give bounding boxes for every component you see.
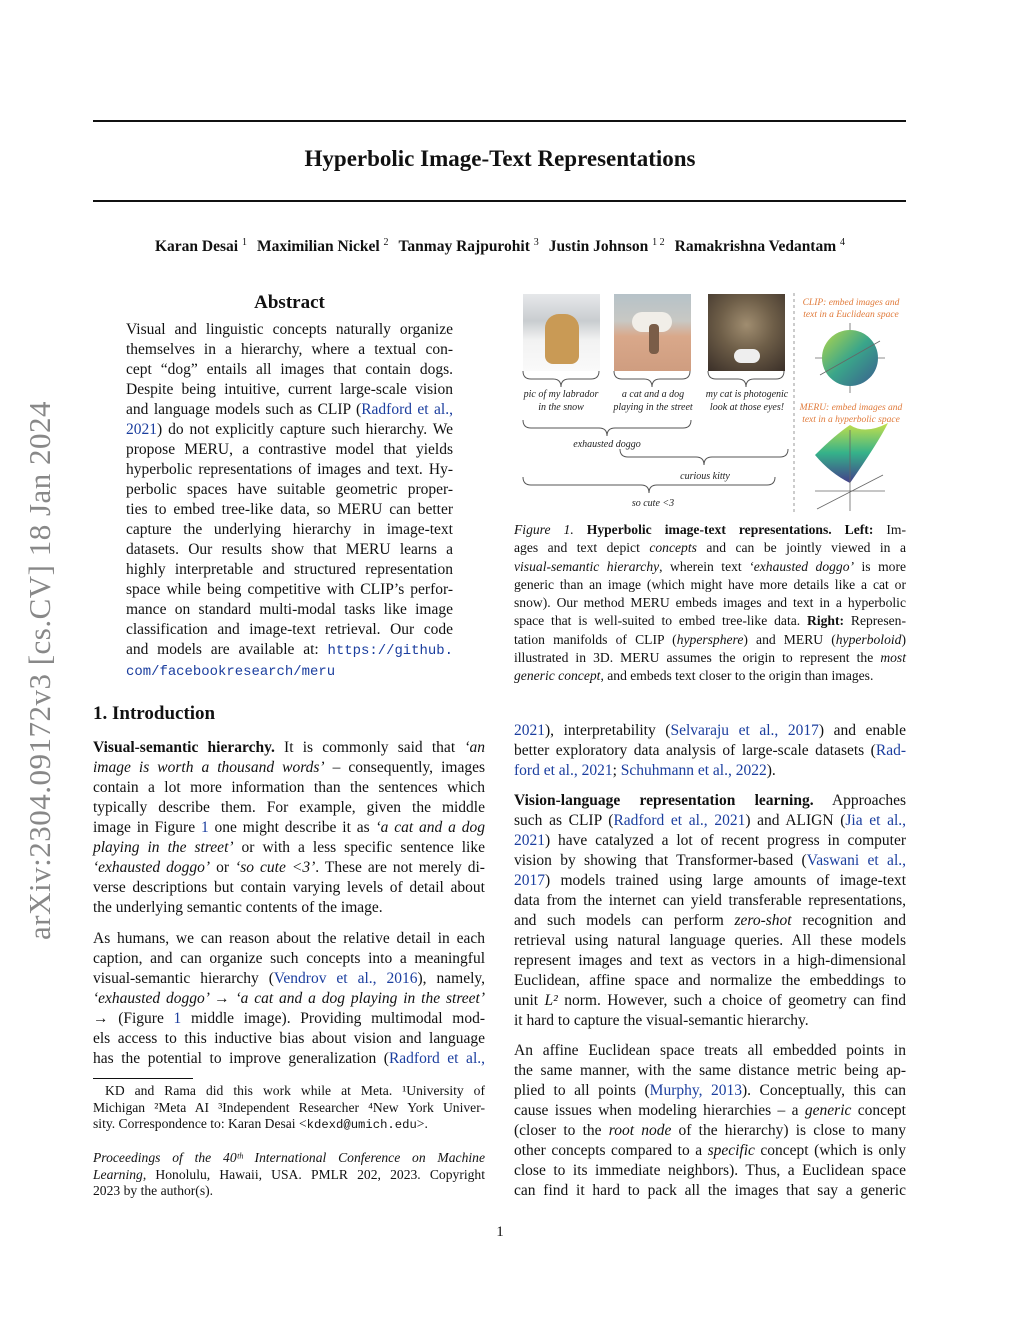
text-span: visual-semantic hierarchy (	[93, 970, 274, 987]
text-line: contain a lot more information than the sentences which	[93, 779, 485, 796]
text-span: ). Conceptually, this can	[741, 1082, 906, 1099]
text-line: generic than an image (which might have more details like a cat or	[514, 576, 906, 592]
text-span: , and embeds text closer to the origin than images.	[600, 668, 874, 684]
text-line	[93, 989, 485, 1009]
author	[155, 238, 247, 255]
text-span: and such models can perform	[514, 912, 735, 929]
citation-link[interactable]: Vaswani et al.,	[806, 852, 906, 869]
citation-link[interactable]: com/facebookresearch/meru	[126, 664, 336, 680]
text-span: Proceedings of the 40ᵗʰ International Conference on Machine	[93, 1150, 485, 1165]
text-span: and language models such as CLIP (	[126, 401, 362, 418]
image-caption-3: my cat is photogenic look at those eyes!	[705, 389, 789, 413]
text-line: els access to this inductive bias about vision and language	[93, 1030, 485, 1047]
text-span: Represen-	[844, 613, 906, 629]
text-line: Michigan ²Meta AI ³Independent Researcher ⁴New York Univer-	[93, 1099, 485, 1115]
text-line	[93, 1009, 485, 1029]
meru-label: MERU: embed images and text in a hyperbolic space	[799, 403, 903, 425]
text-span: >.	[416, 1116, 428, 1132]
brace-image-2	[614, 371, 690, 387]
text-span: concepts	[649, 540, 697, 556]
text-line: Despite being intuitive, current large-scale vision	[126, 381, 453, 398]
intro-paragraph	[514, 1041, 906, 1201]
intro-paragraph	[93, 738, 485, 918]
text-span: playing in the street’	[93, 839, 234, 856]
text-span: ) models trained using large amounts of image-text	[545, 872, 906, 889]
author	[399, 238, 539, 255]
text-span: ) and MERU (	[743, 631, 836, 647]
citation-link[interactable]: Schuhmann et al., 2022	[620, 762, 767, 779]
text-line: capture the underlying hierarchy in image-text	[126, 521, 453, 538]
text-span: unit	[514, 992, 545, 1009]
text-span: Hyperbolic image-text representations. Left:	[586, 522, 874, 537]
text-span: or with a less specific sentence like	[233, 839, 485, 856]
text-span: → (Figure	[93, 1010, 174, 1027]
citation-link[interactable]: https://github.	[327, 643, 453, 659]
author-name: Ramakrishna Vedantam	[674, 238, 837, 256]
text-span: , wherein text	[659, 558, 750, 574]
text-span: Vision-language representation learning.	[514, 792, 814, 809]
author	[675, 238, 845, 255]
text-span: ) and ALIGN (	[745, 812, 846, 829]
author-name: Karan Desai	[154, 238, 239, 256]
text-line	[93, 818, 485, 838]
citation-link[interactable]: 2021	[514, 722, 545, 739]
text-line	[126, 640, 453, 661]
text-span: norm. However, such a choice of geometry can find	[557, 992, 906, 1009]
text-line	[93, 1150, 485, 1167]
text-line: 2023 by the author(s).	[93, 1183, 214, 1199]
text-line: the same manner, with the same distance metric being ap-	[514, 1062, 906, 1079]
text-span: ).	[766, 762, 776, 779]
label-curious-kitty: curious kitty	[680, 471, 730, 482]
label-exhausted-doggo: exhausted doggo	[573, 439, 641, 450]
text-line: it hard to capture the visual-semantic hierarchy.	[514, 1012, 809, 1029]
text-span: hyperboloid	[835, 631, 902, 647]
text-span: one might describe it as	[208, 819, 376, 836]
text-line: typically describe them. For example, given the middle	[93, 799, 485, 816]
citation-link[interactable]: 2021	[514, 832, 545, 849]
text-line	[514, 631, 906, 649]
text-line	[93, 969, 485, 989]
text-span: recognition and	[791, 912, 906, 929]
citation-link[interactable]: Murphy, 2013	[649, 1082, 742, 1099]
text-line: represent images and text as vectors in a high-dimensional	[514, 952, 906, 969]
brace-exhausted-doggo	[523, 420, 691, 436]
text-span: vision by showing that Transformer-based (	[514, 852, 807, 869]
author-list	[0, 237, 1000, 256]
text-line	[93, 1167, 485, 1184]
author-affiliation: 3	[533, 237, 539, 248]
text-line	[514, 1101, 906, 1121]
text-span: space that is well-suited to embed tree-like data.	[514, 613, 808, 629]
text-span: specific	[707, 1142, 755, 1159]
text-span: ) do not explicitly capture such hierarchy. We	[157, 421, 453, 438]
author-name: Justin Johnson	[548, 238, 649, 256]
text-line	[514, 741, 906, 761]
text-span: (closer to the	[514, 1122, 609, 1139]
text-span: ages and text depict	[514, 540, 650, 556]
author	[257, 238, 389, 255]
text-line	[126, 661, 453, 682]
text-span: Figure 1.	[514, 522, 587, 537]
text-line	[514, 1081, 906, 1101]
brace-curious-kitty	[620, 449, 788, 465]
citation-link[interactable]: 1	[173, 1010, 182, 1027]
hypersphere-icon	[815, 323, 885, 393]
text-span: image in Figure	[93, 819, 201, 836]
brace-image-3	[708, 371, 784, 387]
text-line	[514, 791, 906, 811]
citation-link[interactable]: Rad-	[875, 742, 906, 759]
citation-link[interactable]: Vendrov et al., 2016	[273, 970, 418, 987]
citation-link[interactable]: 2017	[514, 872, 545, 889]
intro-paragraph	[514, 721, 906, 781]
text-span: ‘an	[464, 739, 485, 756]
author-affiliation: 4	[840, 237, 846, 248]
citation-link[interactable]: Selvaraju et al., 2017	[670, 722, 819, 739]
text-span: has the potential to improve generalization (	[93, 1050, 389, 1067]
text-span: Im-	[873, 522, 906, 537]
text-span: such as CLIP (	[514, 812, 614, 829]
text-line	[514, 851, 906, 871]
text-line: mance on standard multi-modal tasks like image	[126, 601, 453, 618]
text-line	[514, 811, 906, 831]
citation-link[interactable]: ford et al., 2021	[514, 762, 613, 779]
text-line	[514, 1141, 906, 1161]
citation-link[interactable]: Radford et al., 2021	[613, 812, 746, 829]
text-line	[514, 521, 906, 539]
text-span: ) and enable	[818, 722, 906, 739]
text-line	[93, 838, 485, 858]
brace-image-1	[523, 371, 599, 387]
text-span: – consequently, images	[324, 759, 485, 776]
citation-link[interactable]: Radford et al.,	[361, 401, 453, 418]
text-line: As humans, we can reason about the relative detail in each	[93, 930, 485, 947]
text-line	[514, 871, 906, 891]
text-span: illustrated in 3D. MERU assumes the origin to represent the	[514, 650, 881, 666]
text-span: ‘exhausted doggo’	[93, 859, 211, 876]
text-line	[514, 761, 906, 781]
text-span: Visual-semantic hierarchy.	[93, 739, 275, 756]
text-span: and models are available at:	[126, 641, 328, 658]
text-line: caption, and can organize such concepts into a meaningful	[93, 950, 485, 967]
text-span: ), interpretability (	[545, 722, 671, 739]
citation-link[interactable]: Jia et al.,	[845, 812, 907, 829]
text-span: concept (which is only	[754, 1142, 906, 1159]
text-line	[514, 831, 906, 851]
text-span: and can be jointly viewed in a	[696, 540, 906, 556]
text-span: Learning	[93, 1166, 143, 1182]
text-span: cause issues when modeling hierarchies – a	[514, 1102, 805, 1119]
text-line	[514, 1121, 906, 1141]
text-span: other concepts compared to a	[514, 1142, 708, 1159]
text-line	[514, 539, 906, 557]
image-caption-1: pic of my labrador in the snow	[523, 389, 599, 413]
title-rule-bottom	[93, 200, 906, 202]
section-heading-introduction: 1. Introduction	[93, 703, 216, 724]
clip-label: CLIP: embed images and text in a Euclidean space	[802, 298, 900, 320]
text-span: image is worth a thousand words’	[93, 759, 325, 776]
text-line	[514, 612, 906, 630]
text-line: propose MERU, a contrastive model that yields	[126, 441, 453, 458]
text-line: Visual and linguistic concepts naturally organize	[126, 321, 453, 338]
text-span: sity. Correspondence to: Karan Desai <	[93, 1116, 307, 1132]
text-span: Approaches	[813, 792, 906, 809]
text-span: , Honolulu, Hawaii, USA. PMLR 202, 2023. Copyright	[142, 1166, 485, 1182]
text-span: ), namely,	[417, 970, 486, 987]
text-span: ‘exhausted doggo’ → ‘a cat and a dog playing in the street’	[93, 990, 485, 1007]
text-span: concept	[851, 1102, 906, 1119]
title-rule-top	[93, 120, 906, 122]
text-span: most	[880, 650, 906, 666]
text-line: space while being competitive with CLIP’s perfor-	[126, 581, 453, 598]
text-line: ties to embed tree-like data, so MERU can better	[126, 501, 453, 518]
text-line: An affine Euclidean space treats all embedded points in	[514, 1042, 906, 1059]
author-affiliation: 1	[241, 237, 247, 248]
text-span: generic	[804, 1102, 852, 1119]
text-span: tation manifolds of CLIP (	[514, 631, 677, 647]
text-span: plied to all points (	[514, 1082, 650, 1099]
text-line: KD and Rama did this work while at Meta. ¹University of	[105, 1083, 485, 1098]
text-line	[514, 991, 906, 1011]
arxiv-identifier: arXiv:2304.09172v3 [cs.CV] 18 Jan 2024	[22, 400, 57, 940]
text-span: ;	[612, 762, 621, 779]
text-span: generic concept	[514, 668, 601, 684]
intro-paragraph	[93, 929, 485, 1069]
text-span: is more	[854, 558, 907, 574]
author-name: Tanmay Rajpurohit	[398, 238, 530, 256]
text-span: Right:	[807, 613, 845, 629]
intro-paragraph	[514, 791, 906, 1031]
text-line	[514, 721, 906, 741]
text-line	[93, 1049, 485, 1069]
author-affiliation: 2	[383, 237, 389, 248]
figure-caption	[514, 521, 906, 686]
text-line	[514, 911, 906, 931]
image-caption-2: a cat and a dog playing in the street	[613, 389, 693, 413]
author-affiliation: 1 2	[652, 237, 665, 248]
text-line: datasets. Our results show that MERU learns a	[126, 541, 453, 558]
citation-link[interactable]: Radford et al.,	[388, 1050, 485, 1067]
citation-link[interactable]: 2021	[126, 421, 157, 438]
text-span: hypersphere	[676, 631, 744, 647]
text-line: retrieval using natural language queries. All these models	[514, 932, 906, 949]
text-line: cept “dog” entails all images that contain dogs.	[126, 361, 453, 378]
text-span: ) have catalyzed a lot of recent progress in computer	[545, 832, 906, 849]
text-line: the underlying semantic contents of the image.	[93, 899, 383, 916]
text-line: close to its immediate neighbors). Thus, a Euclidean space	[514, 1162, 906, 1179]
proceedings-note	[93, 1150, 485, 1200]
text-line: perbolic spaces have suitable geometric proper-	[126, 481, 453, 498]
text-line: hyperbolic representations of images and text. Hy-	[126, 461, 453, 478]
text-line	[93, 738, 485, 758]
author-name: Maximilian Nickel	[256, 238, 380, 256]
text-line	[126, 420, 453, 440]
text-line: classification and image-text retrieval. Our code	[126, 621, 453, 638]
text-line	[514, 649, 906, 667]
text-span: ‘exhausted doggo’	[749, 558, 855, 574]
citation-link[interactable]: 1	[200, 819, 209, 836]
text-span: )	[901, 631, 906, 647]
text-span: visual-semantic hierarchy	[514, 558, 660, 574]
abstract-body	[126, 320, 453, 682]
text-span: or	[210, 859, 236, 876]
footnote	[93, 1083, 485, 1134]
author	[549, 238, 665, 255]
text-line: data from the internet can yield transferable representations,	[514, 892, 906, 909]
text-span: kdexd@umich.edu	[306, 1118, 417, 1133]
footnote-rule	[93, 1078, 193, 1079]
text-span: of the hierarchy) is close to many	[671, 1122, 906, 1139]
text-span: . These are not merely di-	[315, 859, 485, 876]
abstract-heading: Abstract	[254, 292, 325, 313]
text-span: root node	[608, 1122, 672, 1139]
text-span: ‘so cute <3’	[235, 859, 316, 876]
label-so-cute: so cute <3	[631, 498, 675, 509]
text-line	[93, 1116, 485, 1134]
text-line: can find it hard to pack all the images that say a generic	[514, 1182, 906, 1199]
text-line	[93, 758, 485, 778]
text-line: themselves in a hierarchy, where a textual con-	[126, 341, 453, 358]
text-line: highly interpretable and structured representation	[126, 561, 453, 578]
text-line: snow). Our method MERU embeds images and text in a hyperbolic	[514, 595, 906, 611]
text-line: Euclidean, affine space and normalize the embeddings to	[514, 972, 906, 989]
text-span: middle image). Providing multimodal mod-	[181, 1010, 485, 1027]
text-line	[126, 400, 453, 420]
hyperboloid-icon	[815, 423, 888, 511]
text-line	[93, 858, 485, 878]
text-span: ‘a cat and a dog	[375, 819, 485, 836]
text-line: verse descriptions but contain varying levels of detail about	[93, 879, 485, 896]
text-span: better exploratory data analysis of large-scale datasets (	[514, 742, 876, 759]
page-number: 1	[496, 1224, 504, 1240]
text-span: L²	[544, 992, 558, 1009]
text-span: It is commonly said that	[274, 739, 465, 756]
text-line	[514, 558, 906, 576]
text-span: zero-shot	[734, 912, 792, 929]
paper-title: Hyperbolic Image-Text Representations	[304, 146, 696, 171]
text-line	[514, 667, 906, 685]
